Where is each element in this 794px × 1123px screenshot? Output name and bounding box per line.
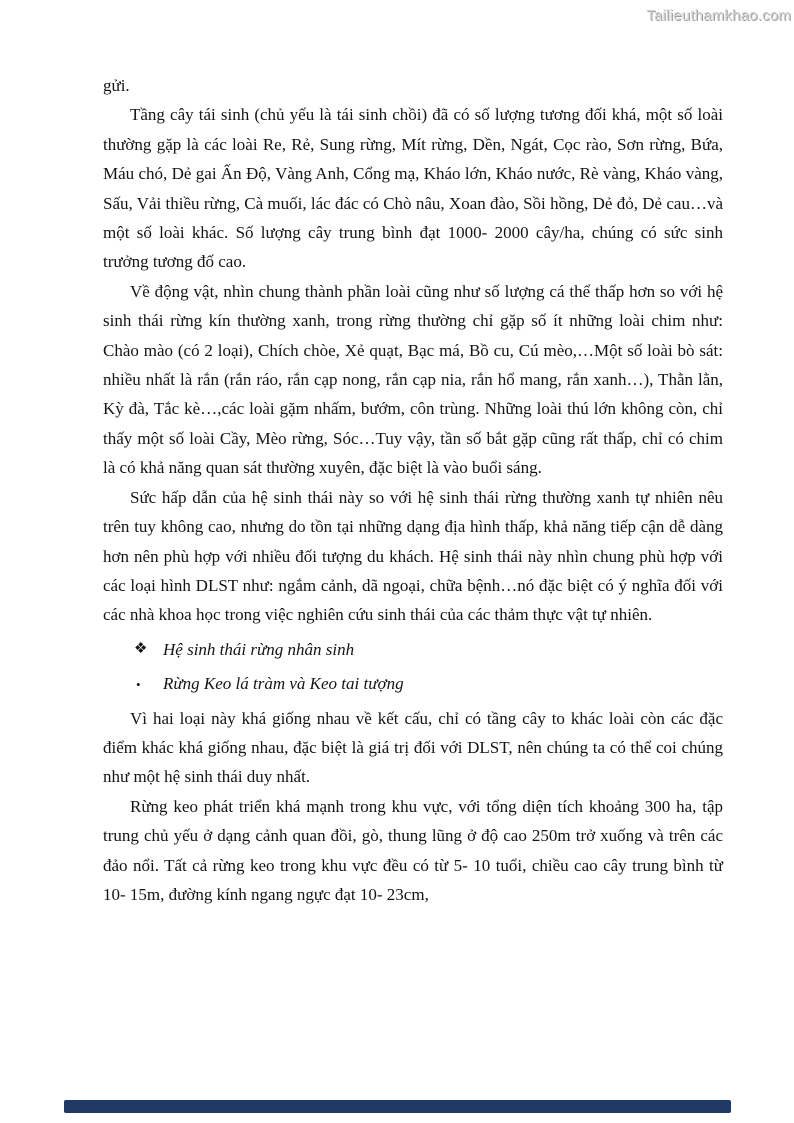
dot-bullet-icon: • <box>136 677 141 693</box>
paragraph: Vì hai loại này khá giống nhau về kết cấu, chỉ có tầng cây to khác loài còn các đặc điểm khác khá giống nhau, đặc biệt là giá trị đối với DLST, nên chúng ta có thể coi chúng như một hệ sinh thái duy nhất. <box>103 708 723 787</box>
footer-decoration-bar <box>64 1100 731 1113</box>
list-item-label: Hệ sinh thái rừng nhân sinh <box>163 639 355 659</box>
list-item-label: Rừng Keo lá tràm và Keo tai tượng <box>163 674 404 694</box>
paragraph: Sức hấp dẫn của hệ sinh thái này so với hệ sinh thái rừng thường xanh tự nhiên nêu trên tuy không cao, nhưng do tồn tại những dạng địa hình thấp, khả năng tiếp cận dễ dàng hơn nên phù hợp với nhiều đối tượng du khách. Hệ sinh thái này nhìn chung phù hợp với các loại hình DLST như: ngắm cảnh, dã ngoại, chữa bệnh…nó đặc biệt có ý nghĩa đối với các nhà khoa học trong việc nghiên cứu sinh thái của các thảm thực vật tự nhiên. <box>103 487 723 625</box>
paragraph: Về động vật, nhìn chung thành phần loài cũng như số lượng cá thể thấp hơn so với hệ sinh thái rừng kín thường xanh, trong rừng thường chỉ gặp số ít những loài chim như: Chào mào (có 2 loại), Chích chòe, Xẻ quạt, Bạc má, Bồ cu, Cú mèo,…Một số loài bò sát: nhiều nhất là rắn (rắn ráo, rắn cạp nong, rắn cạp nia, rắn hổ mang, rắn xanh…), Thằn lằn, Kỳ đà, Tắc kè…,các loài gặm nhấm, bướm, côn trùng. Những loài thú lớn không còn, chỉ thấy một số loài Cầy, Mèo rừng, Sóc…Tuy vậy, tần số bắt gặp cũng rất thấp, chỉ có chim là có khả năng quan sát thường xuyên, đặc biệt là vào buổi sáng. <box>103 281 723 478</box>
list-item <box>103 635 723 664</box>
diamond-bullet-icon: ❖ <box>134 640 148 657</box>
paragraph: gửi. <box>103 76 130 95</box>
paragraph: Rừng keo phát triển khá mạnh trong khu vực, với tổng diện tích khoảng 300 ha, tập trung chủ yếu ở dạng cảnh quan đồi, gò, thung lũng ở độ cao 250m trở xuống và trên các đảo nổi. Tất cả rừng keo trong khu vực đều có từ 5- 10 tuổi, chiều cao cây trung bình từ 10- 15m, đường kính ngang ngực đạt 10- 23cm, <box>103 796 723 904</box>
paragraph: Tầng cây tái sinh (chủ yếu là tái sinh chồi) đã có số lượng tương đối khá, một số loài thường gặp là các loài Re, Rẻ, Sung rừng, Mít rừng, Dền, Ngát, Cọc rào, Sơn rừng, Bứa, Máu chó, Dẻ gai Ấn Độ, Vàng Anh, Cổng mạ, Kháo lớn, Kháo nước, Rè vàng, Kháo vàng, Sấu, Vải thiều rừng, Cà muối, lác đác có Chò nâu, Xoan đào, Sồi hồng, Dẻ đỏ, Dẻ cau…và một số loài khác. Số lượng cây trung bình đạt 1000- 2000 cây/ha, chúng có sức sinh trưởng tương đố cao. <box>103 105 723 272</box>
list-item <box>103 669 723 698</box>
site-watermark: Tailieuthamkhao.com <box>646 7 791 24</box>
document-body <box>103 71 723 909</box>
bullet-list <box>103 635 723 699</box>
